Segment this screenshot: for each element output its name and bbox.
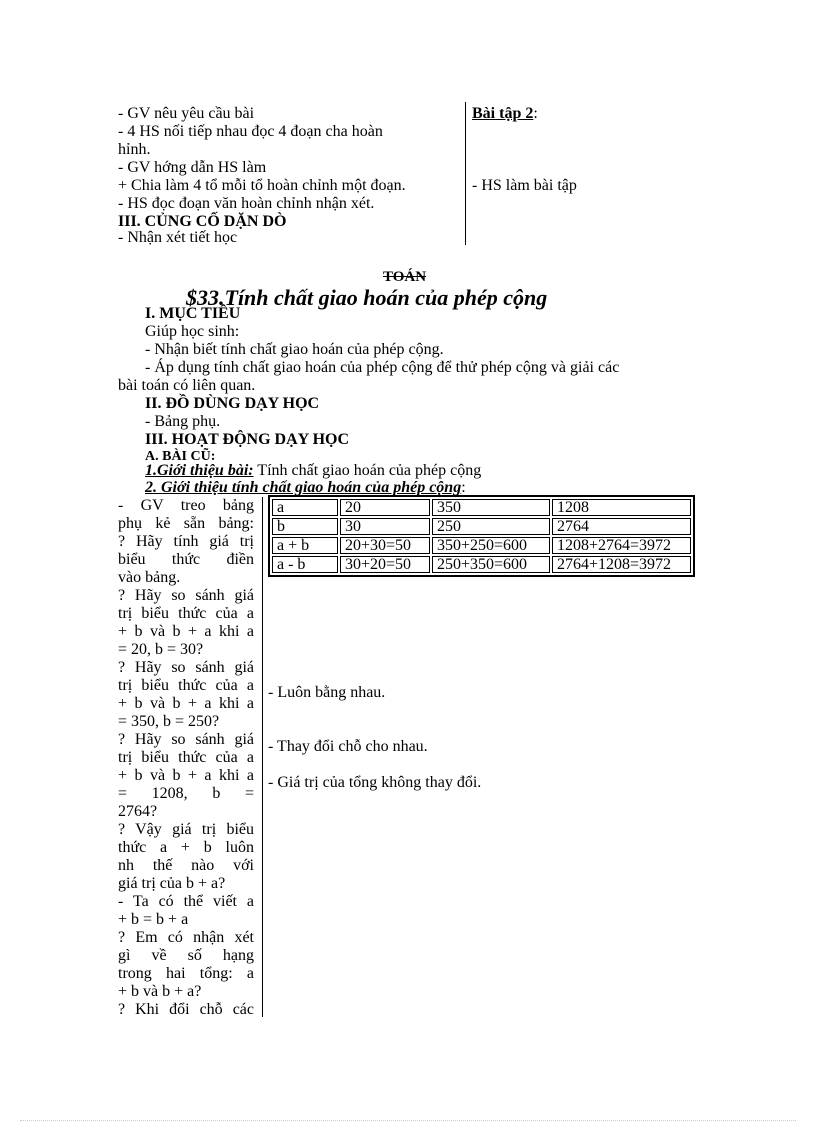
left-line-20: thức a + b luôn <box>118 839 254 856</box>
left-line-19: ? Vậy giá trị biểu <box>118 821 254 838</box>
objective-1: - Nhận biết tính chất giao hoán của phép cộng. <box>145 341 444 358</box>
left-line-7: trị biểu thức của a <box>118 605 254 622</box>
table-cell: a - b <box>272 556 338 573</box>
left-line-12: + b và b + a khi a <box>118 695 254 712</box>
left-line-14: ? Hãy so sánh giá <box>118 731 254 748</box>
hs-do-exercise: - HS làm bài tập <box>472 177 577 194</box>
left-line-5: vào bảng. <box>118 569 181 586</box>
left-line-15: trị biểu thức của a <box>118 749 254 766</box>
intro-text: Tính chất giao hoán của phép cộng <box>253 462 482 479</box>
exercise-2-heading <box>472 105 538 123</box>
lesson-title: $33.Tính chất giao hoán của phép cộng <box>186 285 548 310</box>
left-line-13: = 350, b = 250? <box>118 713 220 730</box>
left-line-24: + b = b + a <box>118 911 189 928</box>
top-line-6: - HS đọc đoạn văn hoàn chỉnh nhận xét. <box>118 195 375 212</box>
left-line-8: + b và b + a khi a <box>118 623 254 640</box>
objectives-heading: I. MỤC TIÊU <box>145 305 241 322</box>
left-line-21: nh thế nào với <box>118 857 254 874</box>
answer-always-equal: - Luôn bằng nhau. <box>268 684 386 701</box>
lower-column-divider <box>262 497 263 1017</box>
consolidation-heading: III. CỦNG CỐ DẶN DÒ <box>118 213 287 230</box>
left-line-11: trị biểu thức của a <box>118 677 254 694</box>
left-line-22: giá trị của b + a? <box>118 875 226 892</box>
intro2-colon: : <box>461 479 466 496</box>
subject-heading: TOÁN <box>383 269 427 285</box>
left-line-3: ? Hãy tính giá trị <box>118 533 254 550</box>
table-cell: b <box>272 518 338 535</box>
materials-item: - Bảng phụ. <box>145 413 221 430</box>
left-line-25: ? Em có nhận xét <box>118 929 254 946</box>
top-line-2: - 4 HS nối tiếp nhau đọc 4 đoạn cha hoàn <box>118 123 383 140</box>
left-line-1: - GV treo bảng <box>118 497 254 514</box>
objectives-intro: Giúp học sinh: <box>145 323 240 340</box>
left-line-27: trong hai tổng: a <box>118 965 254 982</box>
page-bottom-dotted-rule <box>20 1120 796 1121</box>
exercise-2-colon: : <box>533 105 538 122</box>
table-cell: 20 <box>340 499 430 516</box>
table-row <box>272 499 691 516</box>
top-line-5: + Chia làm 4 tổ mỗi tổ hoàn chỉnh một đoạn. <box>118 177 406 194</box>
top-column-divider <box>465 102 466 245</box>
top-line-3: hỉnh. <box>118 141 151 158</box>
exercise-2-label: Bài tập 2 <box>472 105 534 122</box>
left-line-6: ? Hãy so sánh giá <box>118 587 254 604</box>
table-row <box>272 518 691 535</box>
intro-line <box>145 462 481 480</box>
top-line-1: - GV nêu yêu cầu bài <box>118 105 255 122</box>
table-cell: 250+350=600 <box>432 556 550 573</box>
top-line-8: - Nhận xét tiết học <box>118 229 238 246</box>
left-line-9: = 20, b = 30? <box>118 641 204 658</box>
left-line-10: ? Hãy so sánh giá <box>118 659 254 676</box>
table-cell: 2764 <box>552 518 691 535</box>
old-lesson-heading: A. BÀI CŨ: <box>145 449 216 464</box>
activities-heading: III. HOẠT ĐỘNG DẠY HỌC <box>145 431 350 448</box>
left-line-18: 2764? <box>118 803 158 820</box>
table-cell: 350 <box>432 499 550 516</box>
left-line-29: ? Khi đổi chỗ các <box>118 1001 254 1018</box>
left-line-28: + b và b + a? <box>118 983 202 1000</box>
table-cell: 20+30=50 <box>340 537 430 554</box>
answer-sum-unchanged: - Giá trị của tổng không thay đổi. <box>268 774 482 791</box>
left-line-26: gì về số hạng <box>118 947 254 964</box>
top-line-4: - GV hớng dẫn HS làm <box>118 159 267 176</box>
intro-label: 1.Giới thiệu bài: <box>145 462 254 479</box>
left-line-2: phụ kẻ sẵn bảng: <box>118 515 254 532</box>
table-row <box>272 556 691 573</box>
objective-2a: - Áp dụng tính chất giao hoán của phép cộng để thử phép cộng và giải các <box>145 359 620 376</box>
answer-swap-places: - Thay đổi chỗ cho nhau. <box>268 738 428 755</box>
addition-table <box>268 495 695 577</box>
table-cell: 1208+2764=3972 <box>552 537 691 554</box>
table-row <box>272 537 691 554</box>
table-cell: 1208 <box>552 499 691 516</box>
table-cell: 350+250=600 <box>432 537 550 554</box>
table-cell: a + b <box>272 537 338 554</box>
table-cell: 2764+1208=3972 <box>552 556 691 573</box>
intro2-label: 2. Giới thiệu tính chất giao hoán của phép cộng <box>145 479 462 496</box>
table-cell: 30 <box>340 518 430 535</box>
left-line-16: + b và b + a khi a <box>118 767 254 784</box>
table-cell: a <box>272 499 338 516</box>
objective-2b: bài toán có liên quan. <box>118 377 256 394</box>
table-cell: 250 <box>432 518 550 535</box>
left-line-4: biểu thức điền <box>118 551 254 568</box>
table-cell: 30+20=50 <box>340 556 430 573</box>
materials-heading: II. ĐỒ DÙNG DẠY HỌC <box>145 395 320 412</box>
left-line-23: - Ta có thể viết a <box>118 893 254 910</box>
left-line-17: = 1208, b = <box>118 785 254 802</box>
